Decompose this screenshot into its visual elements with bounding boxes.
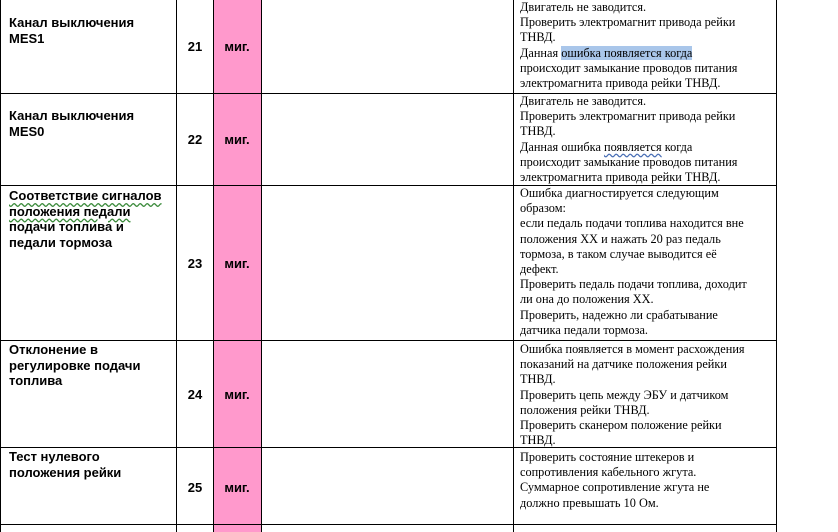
error-description[interactable]: Двигатель не заводится. Проверить электромагнит привода рейки ТНВД. Данная ошибка появляется когда происходит замыкание проводов питания электромагнита привода рейки ТНВД. bbox=[520, 94, 738, 185]
blink-label: миг. bbox=[224, 387, 250, 402]
error-code: 25 bbox=[187, 480, 203, 495]
row-divider bbox=[0, 340, 776, 341]
table-divider bbox=[261, 0, 262, 532]
error-description[interactable]: Двигатель не заводится. Проверить электромагнит привода рейки ТНВД. Данная ошибка появляется когда происходит замыкание проводов питания электромагнита привода рейки ТНВД. bbox=[520, 0, 738, 91]
error-name: Канал выключения MES1 bbox=[9, 15, 135, 46]
error-code: 23 bbox=[187, 256, 203, 271]
blink-label: миг. bbox=[224, 480, 250, 495]
table-border-left bbox=[0, 0, 1, 532]
error-description[interactable]: Проверить состояние штекеров и сопротивления кабельного жгута. Суммарное сопротивление жгута не должно превышать 10 Ом. bbox=[520, 450, 710, 510]
spellcheck-underline: появляется bbox=[603, 139, 662, 154]
error-name: Соответствие сигналов положения педали подачи топлива и педали тормоза bbox=[9, 188, 162, 250]
blink-label: миг. bbox=[224, 132, 250, 147]
error-description[interactable]: Ошибка появляется в момент расхождения показаний на датчике положения рейки ТНВД. Проверить цепь между ЭБУ и датчиком положения рейки ТНВД. Проверить сканером положение рейки ТНВД. bbox=[520, 342, 745, 448]
row-divider bbox=[0, 524, 776, 525]
error-name: Тест нулевого положения рейки bbox=[9, 449, 122, 480]
error-code: 22 bbox=[187, 132, 203, 147]
error-code: 24 bbox=[187, 387, 203, 402]
error-description[interactable]: Ошибка диагностируется следующим образом: если педаль подачи топлива находится вне положения ХХ и нажать 20 раз педаль тормоза, в таком случае выводится её дефект. Проверить педаль подачи топлива, доходит ли она до положения ХХ. Проверить, надежно ли срабатывание датчика педали тормоза. bbox=[520, 186, 747, 337]
error-name: Отклонение в регулировке подачи топлива bbox=[9, 342, 141, 388]
text-selection[interactable]: ошибка появляется когда bbox=[561, 45, 693, 60]
blink-label: миг. bbox=[224, 39, 250, 54]
error-name: Канал выключения MES0 bbox=[9, 108, 135, 139]
error-code: 21 bbox=[187, 39, 203, 54]
table-divider bbox=[513, 0, 514, 532]
blink-label: миг. bbox=[224, 256, 250, 271]
